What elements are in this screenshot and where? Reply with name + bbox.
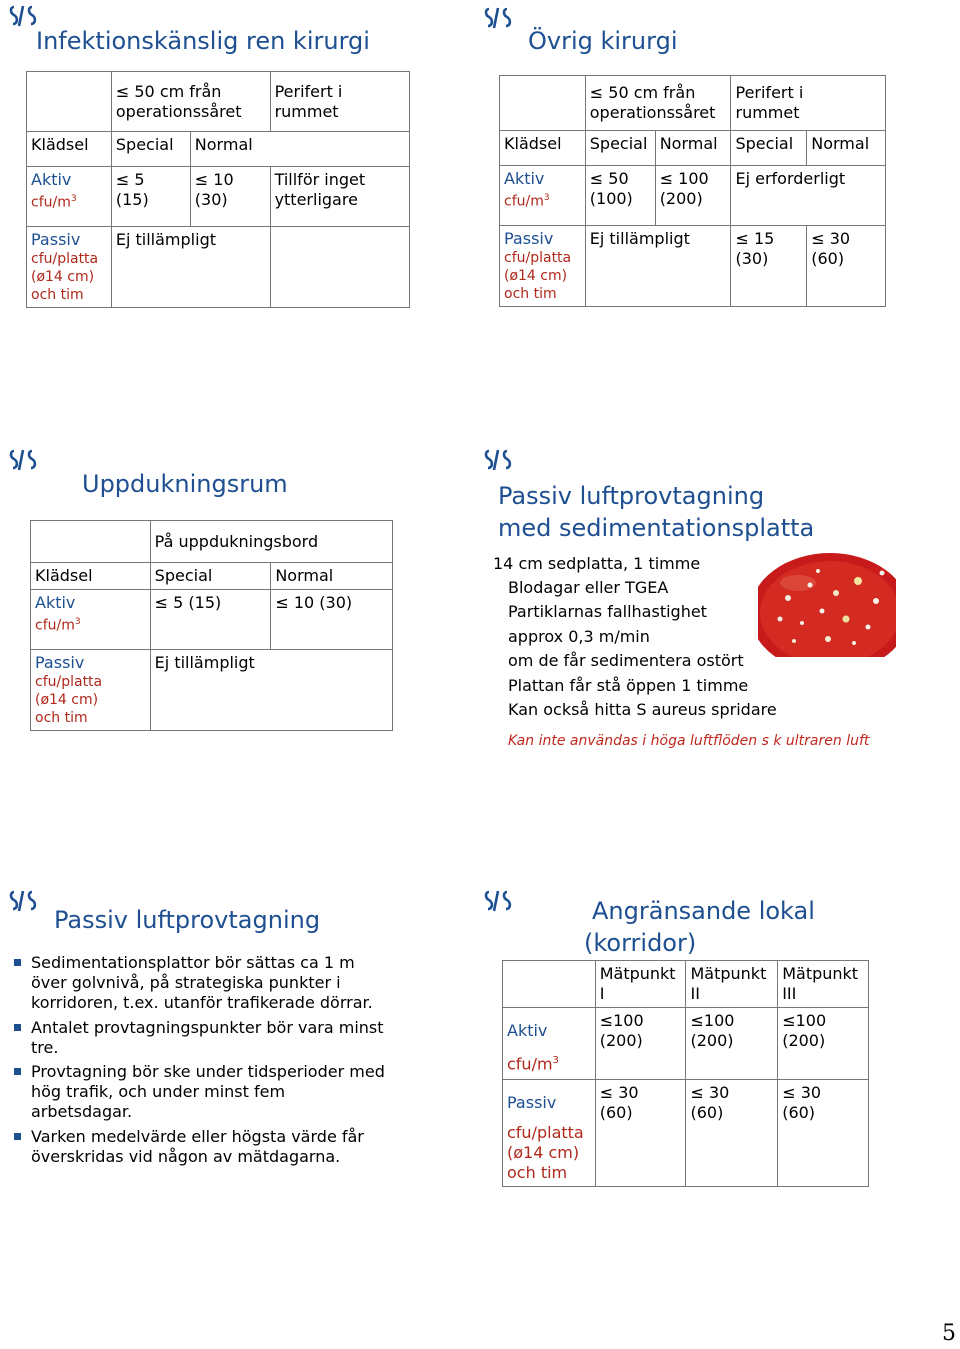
aktiv-value: ≤100 (200) [778,1008,869,1080]
aktiv-value: ≤100 (200) [686,1008,778,1080]
slide4-line: Plattan får stå öppen 1 timme [508,676,749,695]
row-label-passiv [503,1080,596,1187]
aktiv-perifert: Ej erforderligt [731,166,886,226]
sls-logo-icon [482,6,512,30]
slide6-title-line2: (korridor) [584,929,697,957]
empty-cell [503,961,596,1008]
aktiv-unit: cfu/$m^3$ [504,193,550,210]
row-label-aktiv [503,1008,596,1080]
passiv-value: Ej tillämpligt [150,650,392,731]
slide4-title-line1: Passiv luftprovtagning [498,482,765,510]
row-label-passiv [500,226,586,307]
row-label-aktiv [500,166,586,226]
aktiv-normal: ≤ 10 (30) [271,590,393,650]
slide3-title: Uppdukningsrum [82,470,288,498]
passiv-value: Ej tillämpligt [111,227,270,308]
sls-logo-icon [7,4,37,28]
row-label-aktiv [31,590,151,650]
row-label-kladsel: Klädsel [500,131,586,166]
slide4-line: om de får sedimentera ostört [508,651,744,670]
col-header-matpunkt-1: Mätpunkt I [595,961,686,1008]
col-header-near: ≤ 50 cm från operationssåret [111,72,270,132]
passiv-unit: cfu/platta (ø14 cm) och tim [504,250,572,302]
empty-cell [27,72,112,132]
row-label-kladsel: Klädsel [27,132,112,167]
square-bullet-icon [14,1068,21,1075]
slide4-title-line2: med sedimentationsplatta [498,514,815,542]
empty-cell [500,76,586,131]
sls-logo-icon [482,448,512,472]
aktiv-unit: cfu/$m^3$ [507,1054,559,1074]
list-item: Varken medelvärde eller högsta värde får överskridas vid någon av mätdagarna. [14,1127,474,1167]
sls-logo-icon [7,448,37,472]
cell-normal: Normal [271,563,393,590]
empty-cell [31,521,151,563]
aktiv-label: Aktiv [31,170,72,189]
list-item: Sedimentationsplattor bör sättas ca 1 m över golvnivå, på strategiska punkter i korridoren, t.ex. utanför trafikerade dörrar. [14,953,474,1014]
square-bullet-icon [14,959,21,966]
slide4-line: Blodagar eller TGEA [508,578,669,597]
cell-normal-perifert: Normal [807,131,886,166]
passiv-label: Passiv [507,1093,557,1112]
passiv-label: Passiv [31,230,81,249]
passiv-value: Ej tillämpligt [585,226,731,307]
slide6-title-line1: Angränsande lokal [592,897,815,925]
passiv-unit: cfu/platta (ø14 cm) och tim [31,251,99,303]
aktiv-value: ≤100 (200) [595,1008,686,1080]
aktiv-unit: cfu/$m^3$ [35,617,81,634]
sls-logo-icon [7,889,37,913]
cell-special: Special [585,131,655,166]
slide3-table [30,520,393,731]
slide4-line: approx 0,3 m/min [508,627,650,646]
page-number: 5 [942,1321,956,1346]
col-header-perifert: Perifert i rummet [270,72,409,132]
slide1-title: Infektionskänslig ren kirurgi [36,27,370,55]
sls-logo-icon [482,889,512,913]
cell-normal: Normal [655,131,731,166]
aktiv-unit: cfu/$m^3$ [31,194,77,211]
aktiv-label: Aktiv [35,593,76,612]
slide5-title: Passiv luftprovtagning [54,906,321,934]
aktiv-special: ≤ 5 (15) [111,167,190,227]
row-label-aktiv [27,167,112,227]
row-label-passiv [31,650,151,731]
passiv-unit: cfu/platta (ø14 cm) och tim [35,674,103,726]
cell-special: Special [150,563,271,590]
passiv-label: Passiv [504,229,554,248]
col-header-perifert: Perifert i rummet [731,76,886,131]
passiv-value: ≤ 30 (60) [686,1080,778,1187]
empty-cell [270,227,409,308]
aktiv-label: Aktiv [507,1021,548,1040]
slide4-line: Partiklarnas fallhastighet [508,602,707,621]
aktiv-perifert: Tillför inget ytterligare [270,167,409,227]
list-item: Antalet provtagningspunkter bör vara minst tre. [14,1018,474,1058]
passiv-label: Passiv [35,653,85,672]
cell-normal: Normal [190,132,409,167]
passiv-unit: cfu/platta (ø14 cm) och tim [507,1123,584,1182]
slide5-bullet-list [14,953,474,1171]
aktiv-label: Aktiv [504,169,545,188]
slide4-line: Kan också hitta S aureus spridare [508,700,777,719]
aktiv-normal: ≤ 100 (200) [655,166,731,226]
slide4-title [498,480,814,544]
cell-special-perifert: Special [731,131,807,166]
slide6-table [502,960,869,1187]
slide1-table [26,71,410,308]
slide2-title: Övrig kirurgi [528,27,678,55]
list-item: Provtagning bör ske under tidsperioder med hög trafik, och under minst fem arbetsdagar. [14,1062,474,1123]
square-bullet-icon [14,1133,21,1140]
passiv-value: ≤ 30 (60) [778,1080,869,1187]
blood-agar-plate-photo [758,553,896,657]
passiv-special: ≤ 15 (30) [731,226,807,307]
aktiv-special: ≤ 5 (15) [150,590,271,650]
slide4-line: 14 cm sedplatta, 1 timme [493,554,701,573]
col-header-near: ≤ 50 cm från operationssåret [585,76,731,131]
slide4-note: Kan inte användas i höga luftflöden s k ultraren luft [508,733,870,749]
aktiv-special: ≤ 50 (100) [585,166,655,226]
cell-special: Special [111,132,190,167]
square-bullet-icon [14,1024,21,1031]
row-label-passiv [27,227,112,308]
col-header-matpunkt-3: Mätpunkt III [778,961,869,1008]
col-header-matpunkt-2: Mätpunkt II [686,961,778,1008]
passiv-normal: ≤ 30 (60) [807,226,886,307]
col-header: På uppdukningsbord [150,521,392,563]
slide2-table [499,75,886,307]
aktiv-normal: ≤ 10 (30) [190,167,270,227]
passiv-value: ≤ 30 (60) [595,1080,686,1187]
slide6-title [584,895,815,959]
row-label-kladsel: Klädsel [31,563,151,590]
